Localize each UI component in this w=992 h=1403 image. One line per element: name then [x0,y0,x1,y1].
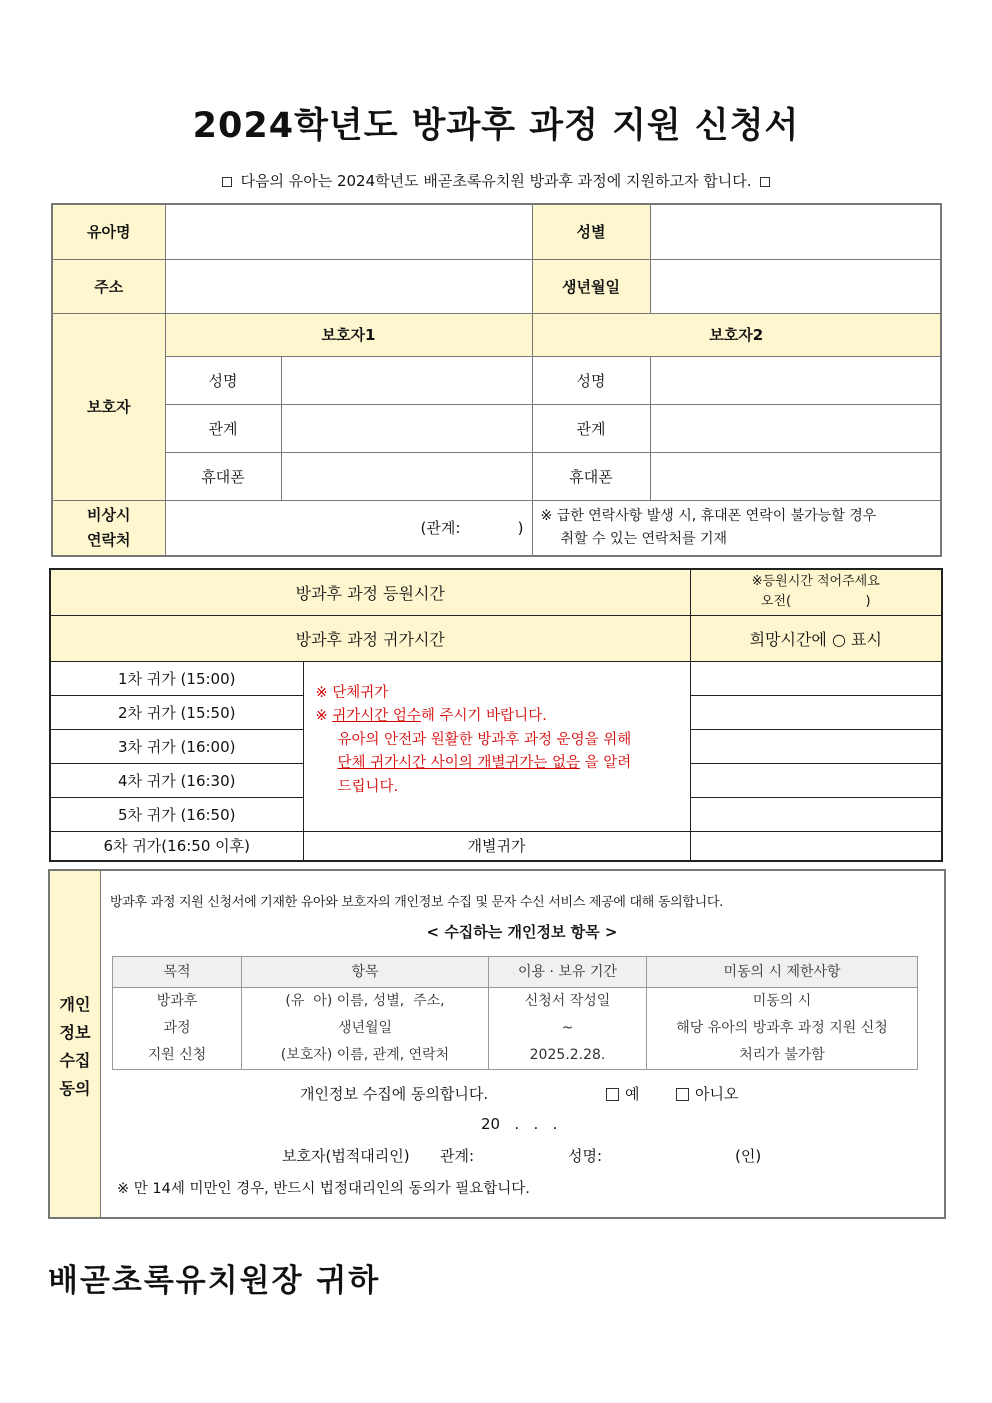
signer-label: 보호자(법적대리인) [282,1147,410,1165]
child-name-label: 유아명 [52,204,165,259]
birthdate-label: 생년월일 [532,259,650,313]
notice-line5: 드립니다. [337,778,399,795]
guardian2-relation-field[interactable] [650,404,941,452]
agree-text: 개인정보 수집에 동의합니다. [300,1085,489,1103]
addressee: 배곧초록유치원장 귀하 [48,1263,381,1299]
group-departure-notice [303,661,690,831]
guardian2-phone-field[interactable] [650,452,941,500]
guardian2-name-label: 성명 [532,356,650,404]
round-1-choice[interactable] [690,661,942,695]
side-label-4: 동의 [59,1079,91,1098]
age-notice: ※ 만 14세 미만인 경우, 반드시 법정대리인의 동의가 필요합니다. [117,1181,530,1197]
purpose-line3: 지원 신청 [147,1047,207,1063]
notice-line2-prefix: ※ [315,708,333,724]
agree-yes-option[interactable] [606,1083,640,1104]
guardian1-name-field[interactable] [281,356,532,404]
notice-line2-rest: 해 주시기 바랍니다. [420,708,547,724]
emergency-label-line1: 비상시 [87,505,131,524]
emergency-contact-label [52,500,165,556]
signer-name-label: 성명: [568,1147,603,1165]
applicant-info-table [51,203,942,557]
purpose-line1: 방과후 [156,993,198,1009]
round-4-label: 4차 귀가 (16:30) [50,763,303,797]
agree-no-label: 아니오 [695,1085,739,1103]
seal-label: (인) [735,1147,762,1165]
consent-statement: 방과후 과정 지원 신청서에 기재한 유아와 보호자의 개인정보 수집 및 문자 수신 서비스 제공에 대해 동의합니다. [110,895,723,910]
round-6-choice[interactable] [690,831,942,861]
round-4-choice[interactable] [690,763,942,797]
restriction-cell [647,988,918,1070]
round-5-choice[interactable] [690,797,942,831]
period-line2: ~ [561,1020,574,1036]
child-name-field[interactable] [165,204,532,259]
emergency-relation-text: (관계: ) [420,519,524,538]
notice-line4-underlined: 단체 귀가시간 사이의 개별귀가는 없음 [337,755,581,771]
checkbox-icon[interactable] [606,1088,619,1101]
period-line3: 2025.2.28. [529,1047,606,1063]
address-label: 주소 [52,259,165,313]
purpose-cell [113,988,242,1070]
schedule-table [49,568,943,862]
consent-side-label [50,871,101,1217]
period-cell [489,988,647,1070]
items-cell [242,988,489,1070]
restriction-line1: 미동의 시 [752,993,812,1009]
guardian2-header: 보호자2 [532,313,941,356]
header-restriction: 미동의 시 제한사항 [647,957,918,988]
page-title: 2024학년도 방과후 과정 지원 신청서 [192,106,800,146]
header-purpose: 목적 [113,957,242,988]
round-3-choice[interactable] [690,729,942,763]
arrival-note-line1: ※등원시간 적어주세요 [751,574,880,590]
intro-sentence: 다음의 유아는 2024학년도 배곧초록유치원 방과후 과정에 지원하고자 합니다. [240,172,752,190]
guardian1-phone-field[interactable] [281,452,532,500]
departure-note: 희망시간에 ○ 표시 [690,615,942,661]
side-label-2: 정보 [59,1023,91,1042]
square-bullet-icon [760,177,770,187]
round-6-label: 6차 귀가(16:50 이후) [50,831,303,861]
round-3-label: 3차 귀가 (16:00) [50,729,303,763]
notice-line2-underlined: 귀가시간 엄수 [332,708,421,724]
header-period: 이용 · 보유 기간 [489,957,647,988]
guardian2-relation-label: 관계 [532,404,650,452]
departure-time-label: 방과후 과정 귀가시간 [50,615,690,661]
guardian1-header: 보호자1 [165,313,532,356]
gender-field[interactable] [650,204,941,259]
round-1-label: 1차 귀가 (15:00) [50,661,303,695]
notice-line4-rest: 을 알려 [580,755,632,771]
guardian1-phone-label: 휴대폰 [165,452,281,500]
guardian2-name-field[interactable] [650,356,941,404]
side-label-1: 개인 [59,995,91,1014]
emergency-note [532,500,941,556]
date-line[interactable]: 20 . . . [481,1115,558,1133]
header-items: 항목 [242,957,489,988]
checkbox-icon[interactable] [676,1088,689,1101]
arrival-note-line2: 오전( ) [760,594,871,610]
guardian2-phone-label: 휴대폰 [532,452,650,500]
intro-text [0,170,992,191]
guardian1-name-label: 성명 [165,356,281,404]
personal-info-table [112,956,918,1070]
emergency-contact-field[interactable] [165,500,532,556]
guardian1-relation-field[interactable] [281,404,532,452]
guardian1-relation-label: 관계 [165,404,281,452]
emergency-note-line2: 취할 수 있는 연락처를 기재 [560,530,728,547]
agree-no-option[interactable] [676,1083,738,1104]
square-bullet-icon [222,177,232,187]
purpose-line2: 과정 [163,1020,191,1036]
side-label-3: 수집 [59,1051,91,1070]
round-2-label: 2차 귀가 (15:50) [50,695,303,729]
items-line3: (보호자) 이름, 관계, 연락처 [280,1047,450,1063]
emergency-label-line2: 연락처 [87,530,131,549]
notice-line1: ※ 단체귀가 [315,684,389,701]
guardian-label: 보호자 [52,313,165,500]
restriction-line3: 처리가 불가함 [739,1047,825,1063]
birthdate-field[interactable] [650,259,941,313]
signer-relation-label: 관계: [440,1147,475,1165]
arrival-time-label: 방과후 과정 등원시간 [50,569,690,615]
emergency-note-line1: ※ 급한 연락사항 발생 시, 휴대폰 연락이 불가능할 경우 [540,507,877,524]
gender-label: 성별 [532,204,650,259]
individual-departure: 개별귀가 [303,831,690,861]
agree-yes-label: 예 [625,1085,640,1103]
restriction-line2: 해당 유아의 방과후 과정 지원 신청 [676,1020,888,1036]
period-line1: 신청서 작성일 [524,993,611,1009]
arrival-time-field[interactable] [690,569,942,615]
address-field[interactable] [165,259,532,313]
notice-line3: 유아의 안전과 원활한 방과후 과정 운영을 위해 [337,731,632,748]
round-2-choice[interactable] [690,695,942,729]
items-line1: (유 아) 이름, 성별, 주소, [285,993,445,1009]
items-line2: 생년월일 [337,1020,393,1036]
round-5-label: 5차 귀가 (16:50) [50,797,303,831]
personal-info-heading: < 수집하는 개인정보 항목 > [426,923,618,941]
